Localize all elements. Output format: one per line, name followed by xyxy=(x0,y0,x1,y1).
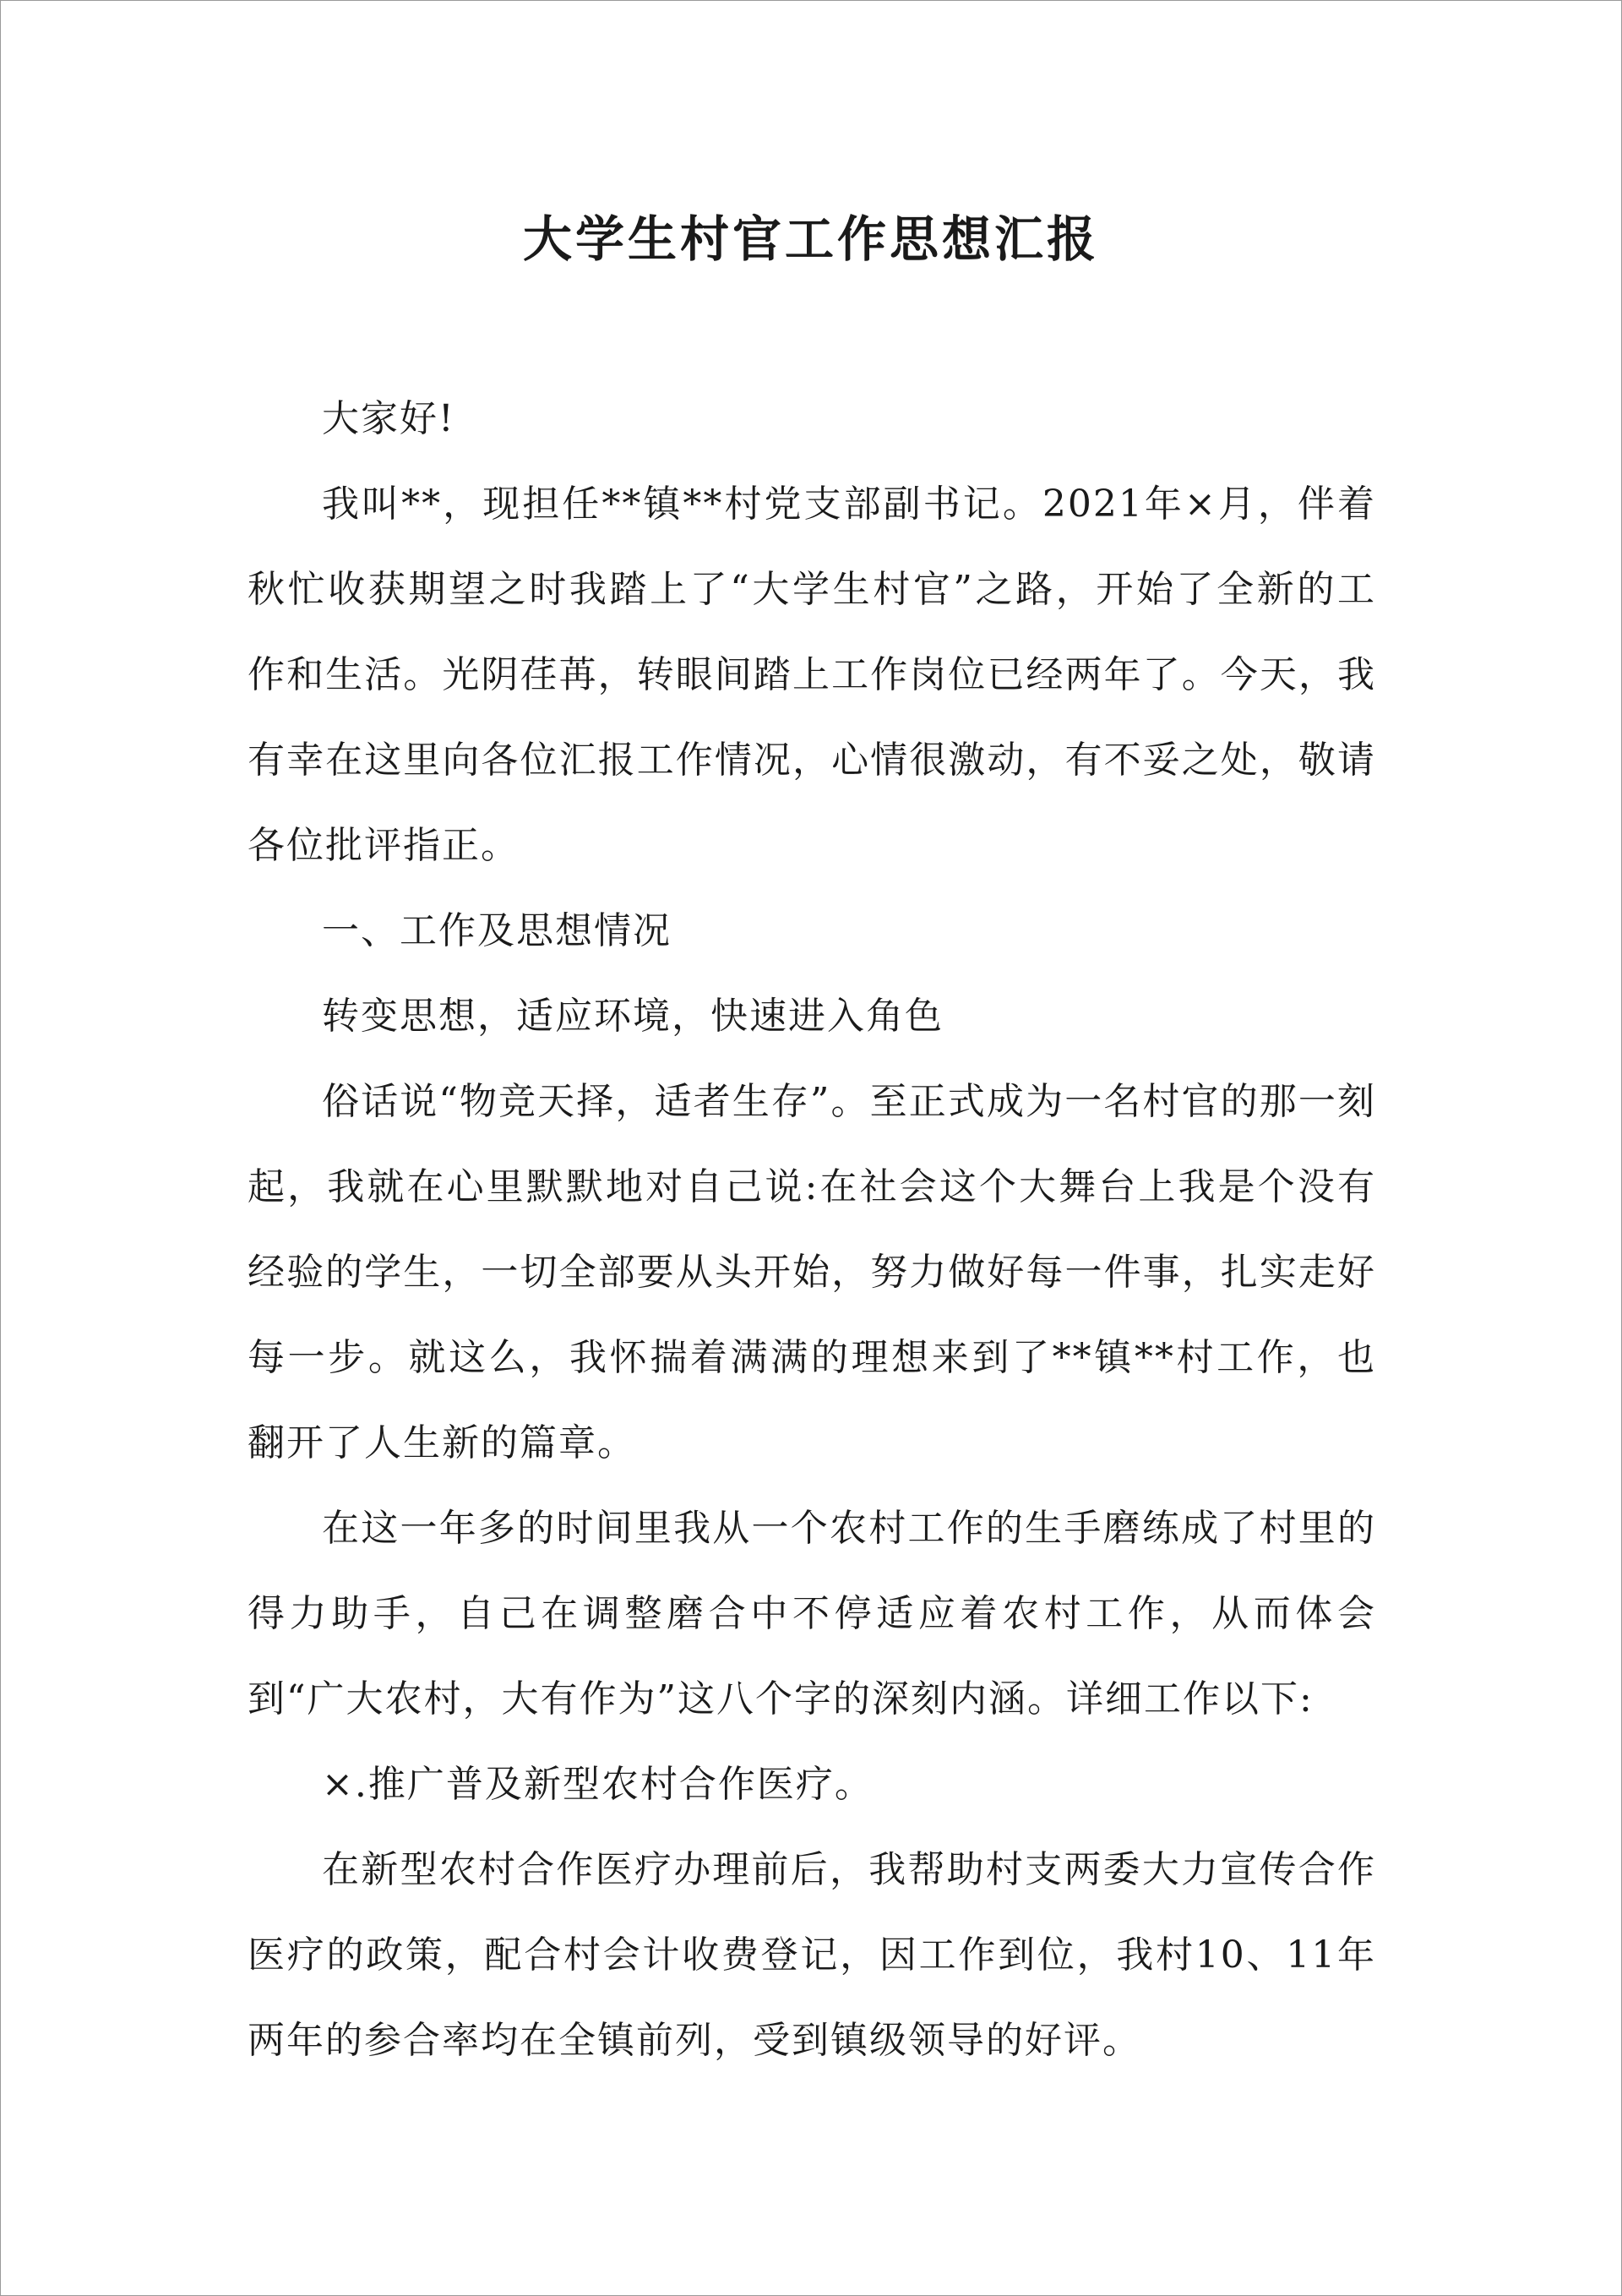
body-paragraph: 在新型农村合作医疗办理前后，我帮助村支两委大力宣传合作医疗的政策，配合村会计收费登记，因工作到位，我村10、11年两年的参合率均在全镇前列，受到镇级领导的好评。 xyxy=(248,1848,1376,2062)
body-paragraph: 在这一年多的时间里我从一个农村工作的生手磨练成了村里的得力助手，自己在调整磨合中不停适应着农村工作，从而体会到“广大农村，大有作为”这八个字的深刻内涵。详细工作以下: xyxy=(248,1507,1376,1721)
section-heading: 一、工作及思想情况 xyxy=(322,909,672,952)
page-title: 大学生村官工作思想汇报 xyxy=(522,210,1099,268)
item-heading: ×.推广普及新型农村合作医疗。 xyxy=(322,1763,874,1806)
greeting-paragraph: 大家好! xyxy=(322,397,455,440)
intro-paragraph: 我叫**，现担任**镇**村党支部副书记。2021年×月，伴着秋忙收获期望之时我踏上了“大学生村官”之路，开始了全新的工作和生活。光阴荏苒，转眼间踏上工作岗位已经两年了。今天，我有幸在这里向各位汇报工作情况，心情很激动，有不妥之处，敬请各位批评指正。 xyxy=(248,483,1376,867)
body-paragraph: 俗话说“物竞天择，适者生存”。至正式成为一名村官的那一刻起，我就在心里默默地对自己说:在社会这个大舞台上我是个没有经验的学生，一切全部要从头开始，努力做好每一件事，扎实走好每一步。就这么，我怀揣着满满的理想来到了**镇**村工作，也翻开了人生新的篇章。 xyxy=(248,1080,1376,1464)
document-body xyxy=(248,376,1376,2083)
subsection-heading: 转变思想，适应环境，快速进入角色 xyxy=(322,995,944,1038)
